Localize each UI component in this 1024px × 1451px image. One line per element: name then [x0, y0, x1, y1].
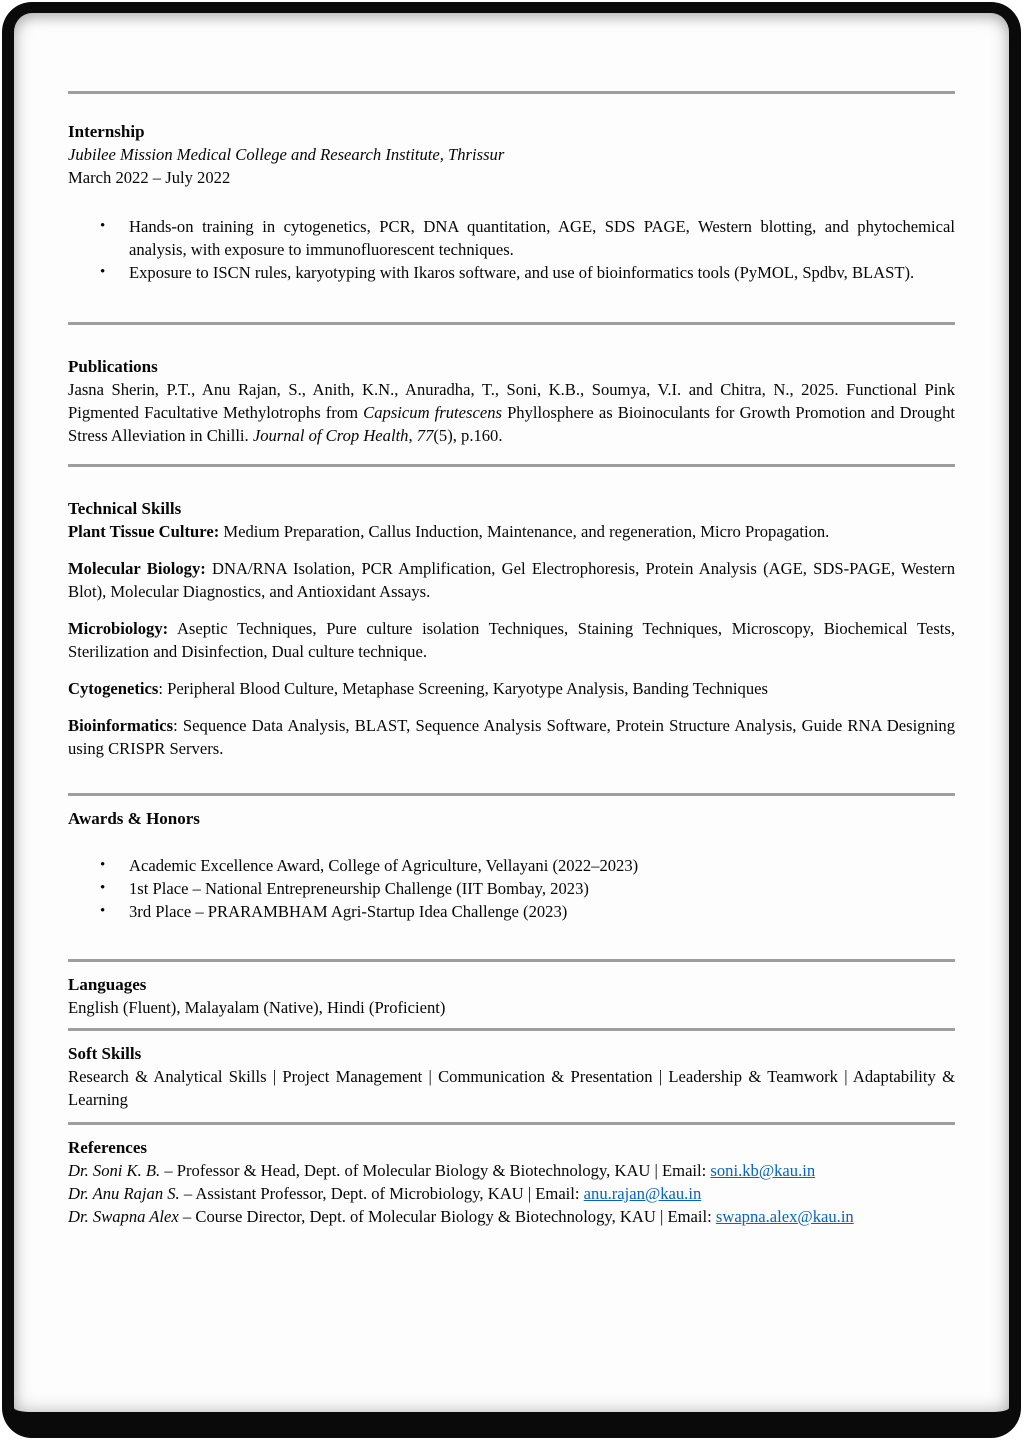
citation-text: (5), p.160. — [433, 426, 503, 445]
reference-description: – Assistant Professor, Dept. of Microbiology, KAU | Email: — [179, 1184, 584, 1203]
soft-skills-heading: Soft Skills — [68, 1044, 142, 1063]
skill-text: Aseptic Techniques, Pure culture isolation Techniques, Staining Techniques, Microscopy, Biochemical Tests, Sterilization and Disinfection, Dual culture technique. — [68, 619, 955, 661]
skill-label: Bioinformatics — [68, 716, 174, 735]
awards-heading: Awards & Honors — [68, 809, 200, 828]
citation-text: Jasna Sherin, P.T., Anu Rajan, S., Anith, K.N., Anuradha, T., Soni, K.B., Soumya, V.I. and Chitra, N., 2025. Functional Pink Pigmented Facultative Methylotrophs from — [68, 380, 955, 422]
reference-entry — [68, 1182, 955, 1205]
skill-label: Plant Tissue Culture: — [68, 522, 220, 541]
references-heading: References — [68, 1138, 147, 1157]
list-item: • 1st Place – National Entrepreneurship Challenge (IIT Bombay, 2023) — [129, 877, 955, 900]
internship-organization: Jubilee Mission Medical College and Research Institute, Thrissur — [68, 145, 505, 164]
skill-label: Microbiology: — [68, 619, 169, 638]
awards-section — [68, 807, 955, 923]
skill-text: DNA/RNA Isolation, PCR Amplification, Gel Electrophoresis, Protein Analysis (AGE, SDS-PAGE, Western Blot), Molecular Diagnostics, and Antioxidant Assays. — [68, 559, 955, 601]
skill-line-bioinformatics — [68, 714, 955, 760]
references-section — [68, 1136, 955, 1228]
section-divider — [68, 464, 955, 467]
email-link[interactable]: swapna.alex@kau.in — [715, 1207, 854, 1226]
reference-description: – Course Director, Dept. of Molecular Biology & Biotechnology, KAU | Email: — [178, 1207, 716, 1226]
reference-name: Dr. Anu Rajan S. — [68, 1184, 180, 1203]
internship-section — [68, 120, 955, 284]
skill-text: : Peripheral Blood Culture, Metaphase Screening, Karyotype Analysis, Banding Techniques — [158, 679, 768, 698]
soft-skills-text: Research & Analytical Skills | Project Management | Communication & Presentation | Leadership & Teamwork | Adaptability & Learning — [68, 1067, 955, 1109]
publications-section — [68, 355, 955, 447]
document-page-frame — [2, 2, 1021, 1438]
section-divider — [68, 91, 955, 94]
languages-text: English (Fluent), Malayalam (Native), Hindi (Proficient) — [68, 998, 446, 1017]
document-page-content — [14, 91, 1009, 1228]
publications-heading: Publications — [68, 357, 158, 376]
reference-entry — [68, 1159, 955, 1182]
list-item: • Academic Excellence Award, College of Agriculture, Vellayani (2022–2023) — [129, 854, 955, 877]
citation-text: Phyllosphere as Bioinoculants for Growth Promotion and Drought Stress Alleviation in Chilli. — [68, 403, 955, 445]
reference-name: Dr. Swapna Alex — [68, 1207, 179, 1226]
reference-description: – Professor & Head, Dept. of Molecular Biology & Biotechnology, KAU | Email: — [160, 1161, 711, 1180]
section-divider — [68, 1122, 955, 1125]
citation-text: , — [408, 426, 417, 445]
email-link[interactable]: soni.kb@kau.in — [710, 1161, 816, 1180]
email-link[interactable]: anu.rajan@kau.in — [583, 1184, 702, 1203]
reference-entry — [68, 1205, 955, 1228]
section-divider — [68, 959, 955, 962]
technical-skills-heading: Technical Skills — [68, 499, 182, 518]
section-divider — [68, 1028, 955, 1031]
internship-period: March 2022 – July 2022 — [68, 168, 231, 187]
citation-species-italic: Capsicum frutescens — [363, 403, 502, 422]
technical-skills-section — [68, 497, 955, 760]
citation-volume-italic: 77 — [416, 426, 434, 445]
citation-journal-italic: Journal of Crop Health — [252, 426, 409, 445]
list-item: • Hands-on training in cytogenetics, PCR, DNA quantitation, AGE, SDS PAGE, Western blotting, and phytochemical analysis, with exposure to immunofluorescent techniques. — [129, 215, 955, 261]
list-item: • Exposure to ISCN rules, karyotyping with Ikaros software, and use of bioinformatics tools (PyMOL, Spdbv, BLAST). — [129, 261, 955, 284]
awards-bullet-list — [68, 854, 955, 923]
skill-line-plant-tissue-culture — [68, 520, 955, 543]
internship-heading: Internship — [68, 122, 145, 141]
soft-skills-section — [68, 1042, 955, 1111]
skill-text: Medium Preparation, Callus Induction, Maintenance, and regeneration, Micro Propagation. — [219, 522, 830, 541]
languages-heading: Languages — [68, 975, 147, 994]
internship-bullet-list — [68, 215, 955, 284]
skill-text: : Sequence Data Analysis, BLAST, Sequence Analysis Software, Protein Structure Analysis, Guide RNA Designing using CRISPR Servers. — [68, 716, 955, 758]
languages-section — [68, 973, 955, 1019]
skill-line-molecular-biology — [68, 557, 955, 603]
skill-label: Molecular Biology: — [68, 559, 206, 578]
reference-name: Dr. Soni K. B. — [68, 1161, 161, 1180]
section-divider — [68, 322, 955, 325]
skill-line-microbiology — [68, 617, 955, 663]
skill-label: Cytogenetics — [68, 679, 159, 698]
publication-citation — [68, 378, 955, 447]
list-item: • 3rd Place – PRARAMBHAM Agri-Startup Idea Challenge (2023) — [129, 900, 955, 923]
section-divider — [68, 793, 955, 796]
skill-line-cytogenetics — [68, 677, 955, 700]
